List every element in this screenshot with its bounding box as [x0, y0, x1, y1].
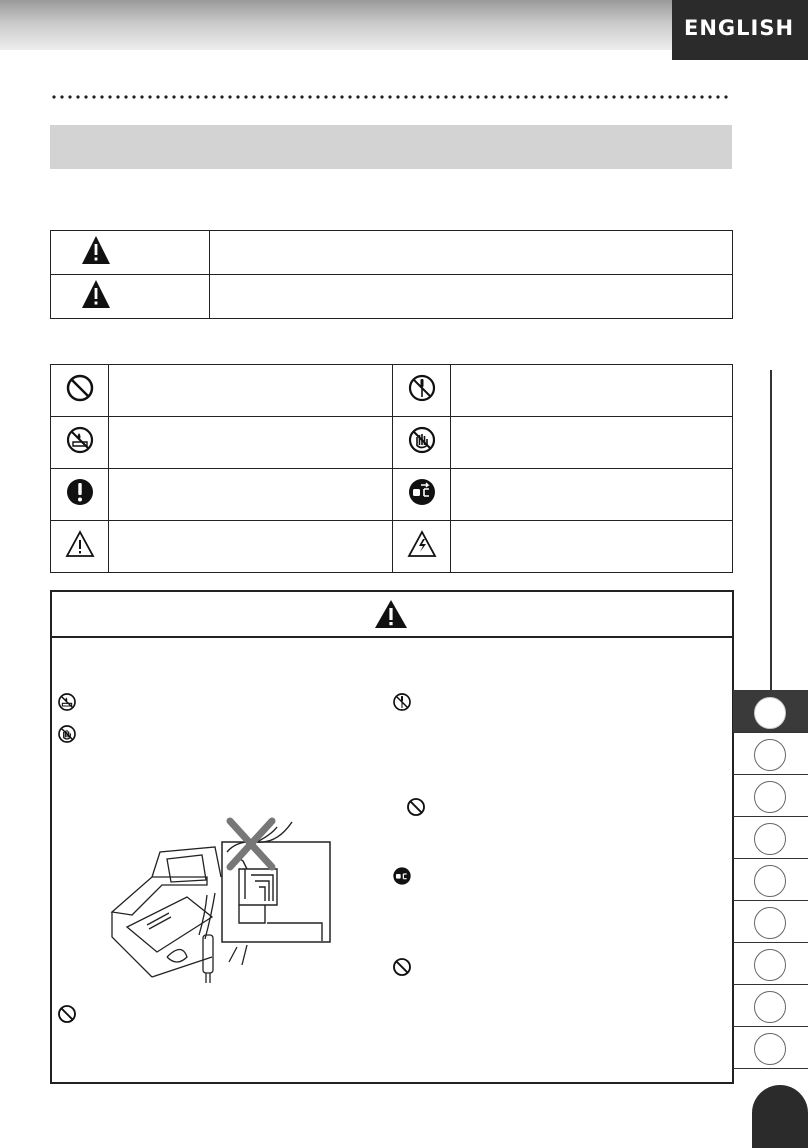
chapter-tab-3[interactable] — [733, 774, 808, 817]
symbols-table — [50, 364, 733, 573]
symbol-description-cell — [109, 469, 393, 521]
chapter-tab-4[interactable] — [733, 816, 808, 859]
table-row — [51, 365, 733, 417]
warning-triangle-icon — [51, 275, 209, 313]
dotted-divider — [50, 94, 732, 100]
no-water-icon — [65, 425, 95, 455]
symbol-description-cell — [109, 365, 393, 417]
mandatory-action-icon — [65, 477, 95, 507]
header-gradient-bar — [0, 0, 672, 50]
symbol-description-cell — [451, 417, 733, 469]
prohibition-icon — [65, 373, 95, 403]
hazard-level-table — [50, 230, 733, 319]
warning-triangle-icon — [51, 231, 209, 269]
table-row — [51, 231, 733, 275]
table-row — [51, 521, 733, 573]
chapter-marker-icon — [754, 907, 786, 939]
chapter-marker-icon — [754, 781, 786, 813]
chapter-marker-icon — [754, 823, 786, 855]
unplug-icon — [407, 477, 437, 507]
warning-box — [50, 590, 734, 1084]
chapter-marker-icon — [754, 697, 786, 729]
symbol-description-cell — [451, 521, 733, 573]
section-title-bar — [50, 125, 732, 169]
warning-header — [52, 592, 732, 638]
table-row — [51, 417, 733, 469]
level-description-cell — [210, 231, 733, 275]
warning-triangle-icon — [373, 598, 409, 630]
chapter-marker-icon — [754, 991, 786, 1023]
no-water-icon — [57, 692, 77, 712]
language-tab[interactable] — [672, 0, 808, 60]
language-label: ENGLISH — [684, 16, 795, 40]
level-icon-cell — [51, 275, 210, 319]
chapter-tab-9[interactable] — [733, 1026, 808, 1069]
chapter-tab-6[interactable] — [733, 900, 808, 943]
level-description-cell — [210, 275, 733, 319]
chapter-marker-icon — [754, 1033, 786, 1065]
prohibition-icon — [57, 1004, 77, 1024]
no-disassemble-icon — [392, 692, 412, 712]
no-touch-icon — [57, 724, 77, 744]
chapter-guide-line — [770, 370, 772, 693]
prohibition-icon — [392, 957, 412, 977]
prohibition-icon — [406, 797, 426, 817]
no-touch-icon — [407, 425, 437, 455]
chapter-tab-1[interactable] — [733, 690, 808, 733]
chapter-tab-5[interactable] — [733, 858, 808, 901]
table-row — [51, 275, 733, 319]
chapter-tab-8[interactable] — [733, 984, 808, 1027]
chapter-tab-7[interactable] — [733, 942, 808, 985]
chapter-tab-2[interactable] — [733, 732, 808, 775]
table-row — [51, 469, 733, 521]
no-disassemble-icon — [407, 373, 437, 403]
unplug-icon — [392, 866, 412, 886]
level-icon-cell — [51, 231, 210, 275]
tape-cutter-illustration — [107, 817, 332, 992]
electric-shock-icon — [406, 529, 438, 559]
chapter-marker-icon — [754, 949, 786, 981]
chapter-marker-icon — [754, 865, 786, 897]
chapter-marker-icon — [754, 739, 786, 771]
page-number-tab — [752, 1085, 808, 1148]
symbol-description-cell — [451, 469, 733, 521]
symbol-description-cell — [451, 365, 733, 417]
symbol-description-cell — [109, 521, 393, 573]
symbol-description-cell — [109, 417, 393, 469]
caution-triangle-icon — [64, 529, 96, 559]
